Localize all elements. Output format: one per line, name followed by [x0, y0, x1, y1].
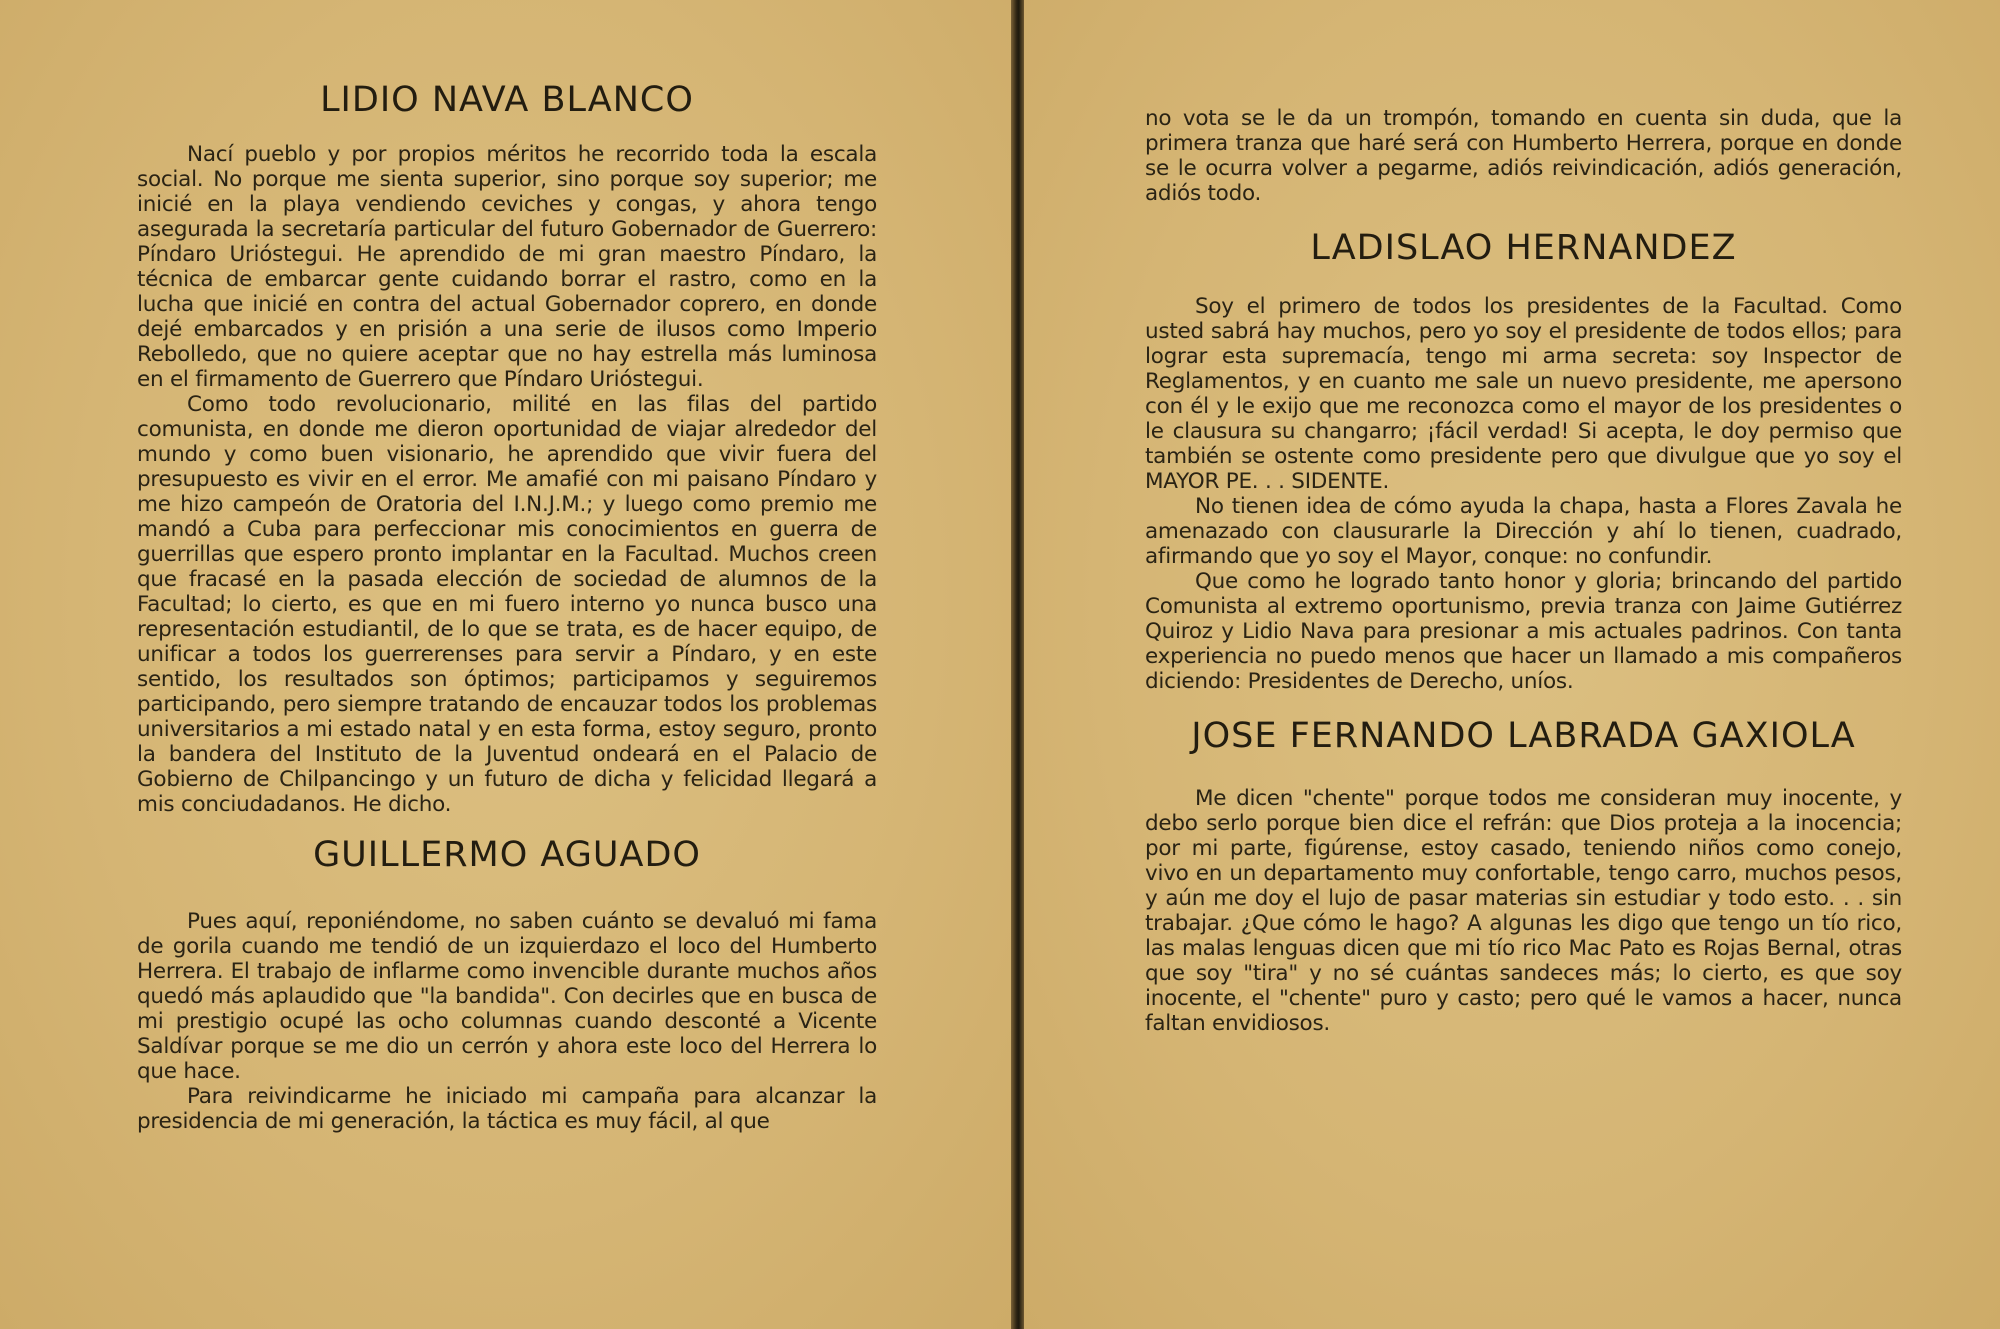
- right-column: [1145, 106, 1902, 1036]
- paragraph: Para reivindicarme he iniciado mi campaña para alcanzar la presidencia de mi generación, la táctica es muy fácil, al que: [137, 1084, 877, 1134]
- heading-guillermo-aguado: GUILLERMO AGUADO: [313, 835, 701, 875]
- paragraph: Nací pueblo y por propios méritos he recorrido toda la escala social. No porque me sienta superior, sino porque soy superior; me inicié en la playa vendiendo ceviches y congas, y ahora tengo asegurada la secretaría particular del futuro Gobernador de Guerrero: Píndaro Urióstegui. He aprendido de mi gran maestro Píndaro, la técnica de embarcar gente cuidando borrar el rastro, como en la lucha que inicié en contra del actual Gobernador coprero, en donde dejé embarcados y en prisión a una serie de ilusos como Imperio Rebolledo, que no quiere aceptar que no hay estrella más luminosa en el firmamento de Guerrero que Píndaro Urióstegui.: [137, 142, 877, 392]
- left-column: [137, 80, 877, 1134]
- paragraph: Como todo revolucionario, milité en las filas del partido comunista, en donde me dieron oportunidad de viajar alrededor del mundo y como buen visionario, he aprendido que vivir fuera del presupuesto es vivir en el error. Me amafié con mi paisano Píndaro y me hizo campeón de Oratoria del I.N.J.M.; y luego como premio me mandó a Cuba para perfeccionar mis conocimientos en guerra de guerrillas que espero pronto implantar en la Facultad. Muchos creen que fracasé en la pasada elección de sociedad de alumnos de la Facultad; lo cierto, es que en mi fuero interno yo nunca busco una representación estudiantil, de lo que se trata, es de hacer equipo, de unificar a todos los guerrerenses para servir a Píndaro, y en este sentido, los resultados son óptimos; participamos y seguiremos participando, pero siempre tratando de encauzar todos los problemas universitarios a mi estado natal y en esta forma, estoy seguro, pronto la bandera del Instituto de la Juventud ondeará en el Palacio de Gobierno de Chilpancingo y un futuro de dicha y felicidad llegará a mis conciudadanos. He dicho.: [137, 392, 877, 817]
- heading-jose-fernando-labrada-gaxiola: JOSE FERNANDO LABRADA GAXIOLA: [1191, 716, 1856, 756]
- paragraph: Soy el primero de todos los presidentes de la Facultad. Como usted sabrá hay muchos, pero yo soy el presidente de todos ellos; para lograr esta supremacía, tengo mi arma secreta: soy Inspector de Reglamentos, y en cuanto me sale un nuevo presidente, me apersono con él y le exijo que me reconozca como el mayor de los presidentes o le clausura su changarro; ¡fácil verdad! Si acepta, le doy permiso que también se ostente como presidente pero que divulgue que yo soy el MAYOR PE. . . SIDENTE.: [1145, 294, 1902, 494]
- paragraph: Me dicen "chente" porque todos me consideran muy inocente, y debo serlo porque bien dice el refrán: que Dios proteja a la inocencia; por mi parte, figúrense, estoy casado, teniendo niños como conejo, vivo en un departamento muy confortable, tengo carro, muchos pesos, y aún me doy el lujo de pasar materias sin estudiar y todo esto. . . sin trabajar. ¿Que cómo le hago? A algunas les digo que tengo un tío rico, las malas lenguas dicen que mi tío rico Mac Pato es Rojas Bernal, otras que soy "tira" y no sé cuántas sandeces más; lo cierto, es que soy inocente, el "chente" puro y casto; pero qué le vamos a hacer, nunca faltan envidiosos.: [1145, 786, 1902, 1036]
- right-page: [1024, 0, 2000, 1329]
- book-gutter: [1011, 0, 1024, 1329]
- paragraph: Que como he logrado tanto honor y gloria; brincando del partido Comunista al extremo oportunismo, previa tranza con Jaime Gutiérrez Quiroz y Lidio Nava para presionar a mis actuales padrinos. Con tanta experiencia no puedo menos que hacer un llamado a mis compañeros diciendo: Presidentes de Derecho, uníos.: [1145, 569, 1902, 694]
- heading-ladislao-hernandez: LADISLAO HERNANDEZ: [1310, 228, 1737, 268]
- heading-lidio-nava-blanco: LIDIO NAVA BLANCO: [320, 80, 694, 120]
- paragraph-continuation: no vota se le da un trompón, tomando en cuenta sin duda, que la primera tranza que haré será con Humberto Herrera, porque en donde se le ocurra volver a pegarme, adiós reivindicación, adiós generación, adiós todo.: [1145, 106, 1902, 206]
- paragraph: No tienen idea de cómo ayuda la chapa, hasta a Flores Zavala he amenazado con clausurarle la Dirección y ahí lo tienen, cuadrado, afirmando que yo soy el Mayor, conque: no confundir.: [1145, 494, 1902, 569]
- paragraph: Pues aquí, reponiéndome, no saben cuánto se devaluó mi fama de gorila cuando me tendió de un izquierdazo el loco del Humberto Herrera. El trabajo de inflarme como invencible durante muchos años quedó más aplaudido que "la bandida". Con decirles que en busca de mi prestigio ocupé las ocho columnas cuando desconté a Vicente Saldívar porque se me dio un cerrón y ahora este loco del Herrera lo que hace.: [137, 909, 877, 1084]
